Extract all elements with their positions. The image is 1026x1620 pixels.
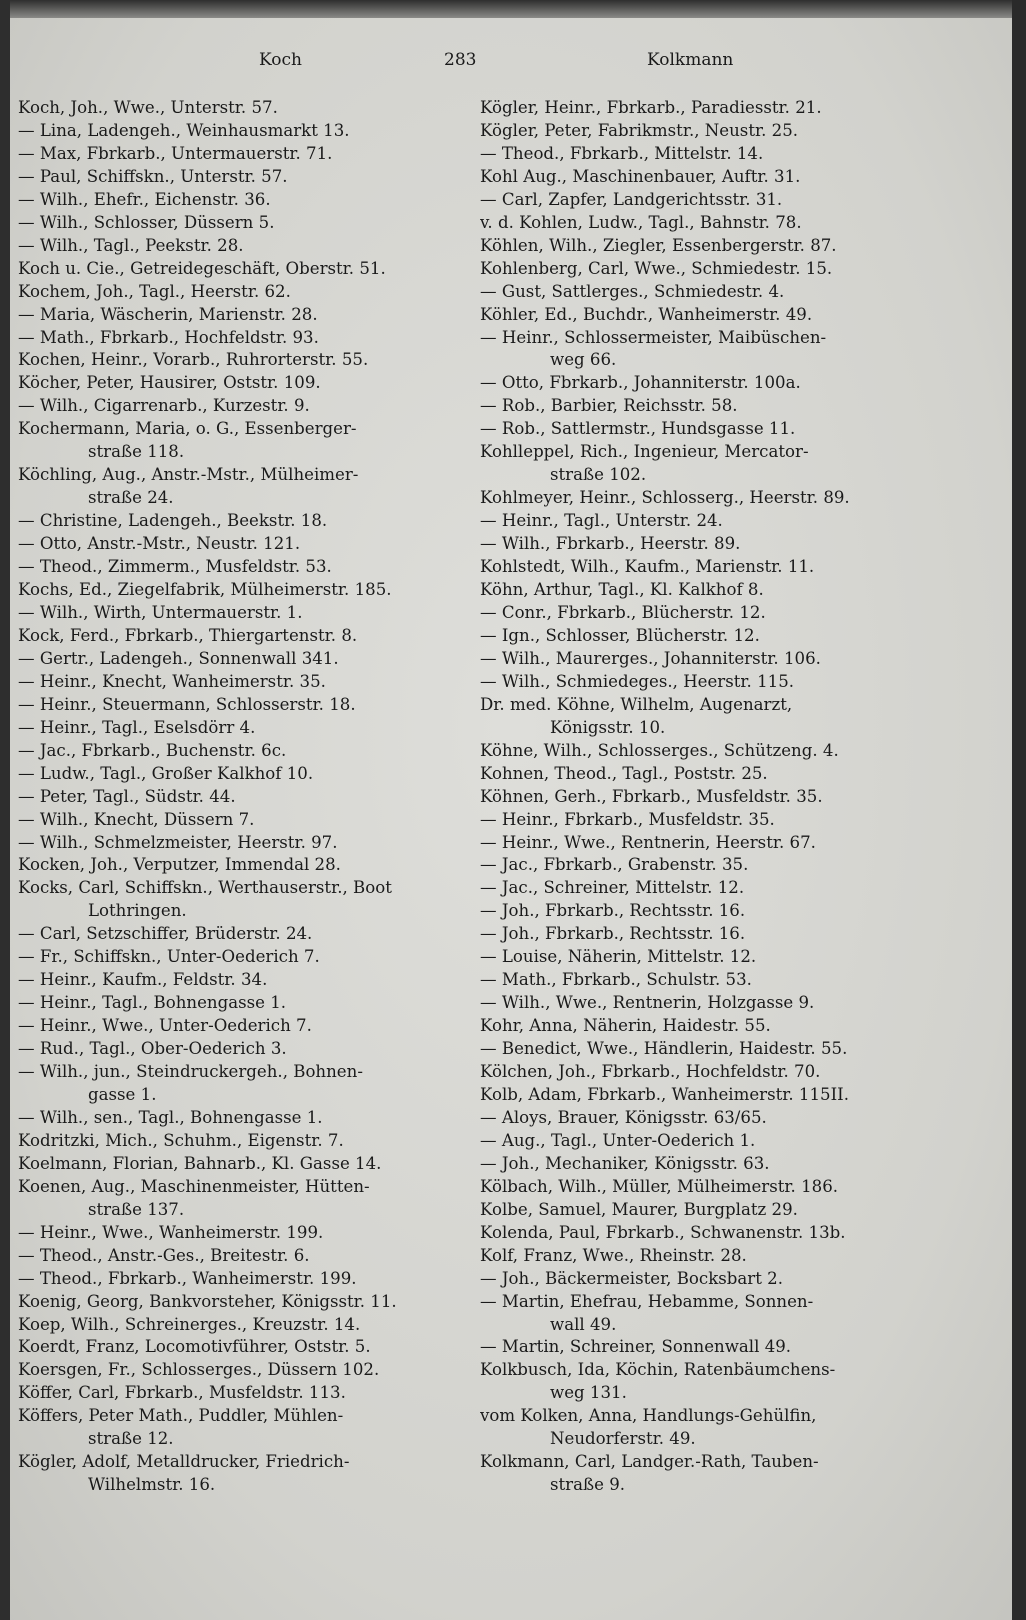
- directory-entry: Kocken, Joh., Verputzer, Immendal 28.: [18, 855, 341, 875]
- directory-entry: Kolbe, Samuel, Maurer, Burgplatz 29.: [480, 1199, 798, 1219]
- directory-entry: — Rob., Barbier, Reichsstr. 58.: [480, 396, 738, 416]
- directory-entry: — Aloys, Brauer, Königsstr. 63/65.: [480, 1107, 767, 1127]
- directory-entry: — Jac., Fbrkarb., Grabenstr. 35.: [480, 855, 749, 875]
- directory-entry: Kohnen, Theod., Tagl., Poststr. 25.: [480, 763, 768, 783]
- running-header: [22, 50, 1002, 80]
- directory-entry: — Aug., Tagl., Unter-Oederich 1.: [480, 1130, 756, 1150]
- directory-entry: — Heinr., Kaufm., Feldstr. 34.: [18, 970, 268, 990]
- directory-entry: — Wilh., Wwe., Rentnerin, Holzgasse 9.: [480, 993, 815, 1013]
- directory-entry: — Joh., Bäckermeister, Bocksbart 2.: [480, 1268, 784, 1288]
- directory-entry: Kolkbusch, Ida, Köchin, Ratenbäumchens-: [480, 1360, 836, 1380]
- directory-entry: Köhn, Arthur, Tagl., Kl. Kalkhof 8.: [480, 580, 764, 600]
- directory-entry: — Joh., Mechaniker, Königsstr. 63.: [480, 1153, 770, 1173]
- directory-entry: — Conr., Fbrkarb., Blücherstr. 12.: [480, 602, 766, 622]
- directory-entry: Kochermann, Maria, o. G., Essenberger-: [18, 419, 357, 439]
- scan-top-edge: [0, 0, 1026, 18]
- header-last-entry: Kolkmann: [647, 50, 734, 70]
- directory-entry: wall 49.: [550, 1314, 617, 1334]
- directory-entry: Koch, Joh., Wwe., Unterstr. 57.: [18, 98, 278, 117]
- directory-entry: Kock, Ferd., Fbrkarb., Thiergartenstr. 8.: [18, 625, 358, 645]
- directory-entry: — Maria, Wäscherin, Marienstr. 28.: [18, 304, 318, 324]
- directory-entry: Kohlenberg, Carl, Wwe., Schmiedestr. 15.: [480, 258, 833, 278]
- directory-entry: — Otto, Anstr.-Mstr., Neustr. 121.: [18, 534, 301, 554]
- directory-entry: — Heinr., Tagl., Eselsdörr 4.: [18, 717, 256, 737]
- directory-entry: Kochem, Joh., Tagl., Heerstr. 62.: [18, 281, 291, 301]
- page-number: 283: [444, 50, 477, 70]
- directory-entry: Koep, Wilh., Schreinerges., Kreuzstr. 14.: [18, 1314, 361, 1334]
- directory-entry: Wilhelmstr. 16.: [88, 1475, 216, 1495]
- directory-entry: Kolenda, Paul, Fbrkarb., Schwanenstr. 13b.: [480, 1222, 846, 1242]
- directory-entry: Koch u. Cie., Getreidegeschäft, Oberstr. 51.: [18, 258, 386, 278]
- directory-entry: Köhne, Wilh., Schlosserges., Schützeng. 4.: [480, 740, 839, 760]
- directory-entry: — Fr., Schiffskn., Unter-Oederich 7.: [18, 947, 320, 967]
- directory-entry: — Heinr., Tagl., Unterstr. 24.: [480, 511, 723, 531]
- directory-entry: — Christine, Ladengeh., Beekstr. 18.: [18, 511, 328, 531]
- directory-entry: — Carl, Setzschiffer, Brüderstr. 24.: [18, 924, 313, 944]
- directory-entry: straße 24.: [88, 488, 174, 508]
- directory-entry: Lothringen.: [88, 901, 187, 921]
- directory-entry: Koenen, Aug., Maschinenmeister, Hütten-: [18, 1176, 370, 1196]
- directory-entry: Köhlen, Wilh., Ziegler, Essenbergerstr. 87.: [480, 235, 837, 255]
- directory-entry: straße 12.: [88, 1429, 174, 1449]
- directory-entry: Dr. med. Köhne, Wilhelm, Augenarzt,: [480, 694, 793, 714]
- directory-entry: Koerdt, Franz, Locomotivführer, Oststr. 5.: [18, 1337, 371, 1357]
- directory-entry: — Heinr., Wwe., Rentnerin, Heerstr. 67.: [480, 832, 816, 852]
- directory-entry: — Martin, Ehefrau, Hebamme, Sonnen-: [480, 1291, 814, 1311]
- directory-entry: straße 118.: [88, 442, 185, 462]
- scan-left-edge: [0, 0, 10, 1620]
- directory-entry: Köhler, Ed., Buchdr., Wanheimerstr. 49.: [480, 304, 813, 324]
- directory-entry: — Gust, Sattlerges., Schmiedestr. 4.: [480, 281, 785, 301]
- directory-entry: — Ign., Schlosser, Blücherstr. 12.: [480, 625, 760, 645]
- directory-entry: Kochen, Heinr., Vorarb., Ruhrorterstr. 55.: [18, 350, 369, 370]
- header-first-entry: Koch: [259, 50, 302, 70]
- directory-entry: v. d. Kohlen, Ludw., Tagl., Bahnstr. 78.: [480, 212, 802, 232]
- directory-entry: — Heinr., Fbrkarb., Musfeldstr. 35.: [480, 809, 775, 829]
- directory-entry: — Heinr., Wwe., Wanheimerstr. 199.: [18, 1222, 324, 1242]
- directory-entry: — Theod., Fbrkarb., Wanheimerstr. 199.: [18, 1268, 357, 1288]
- directory-entry: weg 66.: [550, 350, 617, 370]
- directory-entry: straße 102.: [550, 465, 647, 485]
- directory-entry: Kohl Aug., Maschinenbauer, Auftr. 31.: [480, 166, 801, 186]
- directory-entry: Köchling, Aug., Anstr.-Mstr., Mülheimer-: [18, 465, 359, 485]
- directory-entry: — Wilh., Fbrkarb., Heerstr. 89.: [480, 534, 741, 554]
- directory-entry: Kolb, Adam, Fbrkarb., Wanheimerstr. 115II.: [480, 1084, 849, 1104]
- directory-entry: — Paul, Schiffskn., Unterstr. 57.: [18, 166, 288, 186]
- directory-entry: — Wilh., sen., Tagl., Bohnengasse 1.: [18, 1107, 323, 1127]
- directory-entry: — Theod., Fbrkarb., Mittelstr. 14.: [480, 143, 764, 163]
- directory-entry: Koenig, Georg, Bankvorsteher, Königsstr. 11.: [18, 1291, 397, 1311]
- directory-entry: Kochs, Ed., Ziegelfabrik, Mülheimerstr. 185.: [18, 580, 392, 600]
- directory-entry: — Wilh., Knecht, Düssern 7.: [18, 809, 255, 829]
- directory-entry: Kohr, Anna, Näherin, Haidestr. 55.: [480, 1016, 771, 1036]
- directory-entry: — Rud., Tagl., Ober-Oederich 3.: [18, 1039, 287, 1059]
- directory-entry: — Theod., Zimmerm., Musfeldstr. 53.: [18, 557, 332, 577]
- directory-entry: — Wilh., jun., Steindruckergeh., Bohnen-: [18, 1062, 363, 1082]
- directory-entry: — Joh., Fbrkarb., Rechtsstr. 16.: [480, 901, 746, 921]
- directory-entry: Kolf, Franz, Wwe., Rheinstr. 28.: [480, 1245, 747, 1265]
- directory-entry: Kocks, Carl, Schiffskn., Werthauserstr., Boot: [18, 878, 392, 898]
- directory-entry: — Wilh., Maurerges., Johanniterstr. 106.: [480, 648, 821, 668]
- directory-entry: — Theod., Anstr.-Ges., Breitestr. 6.: [18, 1245, 310, 1265]
- directory-entry: Kögler, Heinr., Fbrkarb., Paradiesstr. 21.: [480, 98, 822, 117]
- directory-entry: — Martin, Schreiner, Sonnenwall 49.: [480, 1337, 792, 1357]
- directory-entry: Kölchen, Joh., Fbrkarb., Hochfeldstr. 70.: [480, 1062, 821, 1082]
- directory-entry: — Peter, Tagl., Südstr. 44.: [18, 786, 236, 806]
- directory-entry: Kohlleppel, Rich., Ingenieur, Mercator-: [480, 442, 809, 462]
- directory-entry: vom Kolken, Anna, Handlungs-Gehülfin,: [480, 1406, 817, 1426]
- directory-entry: — Benedict, Wwe., Händlerin, Haidestr. 55.: [480, 1039, 848, 1059]
- directory-entry: — Joh., Fbrkarb., Rechtsstr. 16.: [480, 924, 746, 944]
- directory-entry: Kölbach, Wilh., Müller, Mülheimerstr. 186.: [480, 1176, 839, 1196]
- directory-entry: — Louise, Näherin, Mittelstr. 12.: [480, 947, 757, 967]
- directory-entry: — Math., Fbrkarb., Schulstr. 53.: [480, 970, 752, 990]
- directory-entry: — Heinr., Steuermann, Schlosserstr. 18.: [18, 694, 356, 714]
- directory-entry: — Gertr., Ladengeh., Sonnenwall 341.: [18, 648, 339, 668]
- scan-right-edge: [1012, 0, 1026, 1620]
- directory-entry: straße 137.: [88, 1199, 185, 1219]
- directory-entry: — Carl, Zapfer, Landgerichtsstr. 31.: [480, 189, 783, 209]
- directory-entry: — Wilh., Cigarrenarb., Kurzestr. 9.: [18, 396, 310, 416]
- directory-entry: straße 9.: [550, 1475, 626, 1495]
- right-column: [480, 97, 955, 1497]
- directory-entry: Kögler, Peter, Fabrikmstr., Neustr. 25.: [480, 120, 799, 140]
- directory-entry: Neudorferstr. 49.: [550, 1429, 696, 1449]
- directory-entry: — Lina, Ladengeh., Weinhausmarkt 13.: [18, 120, 350, 140]
- directory-entry: — Wilh., Tagl., Peekstr. 28.: [18, 235, 244, 255]
- directory-entry: — Rob., Sattlermstr., Hundsgasse 11.: [480, 419, 796, 439]
- directory-entry: Koelmann, Florian, Bahnarb., Kl. Gasse 14.: [18, 1153, 382, 1173]
- directory-entry: — Wilh., Ehefr., Eichenstr. 36.: [18, 189, 271, 209]
- directory-entry: — Wilh., Schlosser, Düssern 5.: [18, 212, 275, 232]
- directory-entry: Koersgen, Fr., Schlosserges., Düssern 102.: [18, 1360, 380, 1380]
- directory-entry: — Heinr., Tagl., Bohnengasse 1.: [18, 993, 287, 1013]
- directory-entry: — Ludw., Tagl., Großer Kalkhof 10.: [18, 763, 314, 783]
- directory-entry: Kodritzki, Mich., Schuhm., Eigenstr. 7.: [18, 1130, 344, 1150]
- directory-entry: Kögler, Adolf, Metalldrucker, Friedrich-: [18, 1452, 350, 1472]
- directory-entry: — Wilh., Schmelzmeister, Heerstr. 97.: [18, 832, 338, 852]
- directory-entry: — Math., Fbrkarb., Hochfeldstr. 93.: [18, 327, 319, 347]
- directory-entry: gasse 1.: [88, 1084, 157, 1104]
- directory-entry: Kohlmeyer, Heinr., Schlosserg., Heerstr. 89.: [480, 488, 850, 508]
- directory-entry: Kolkmann, Carl, Landger.-Rath, Tauben-: [480, 1452, 819, 1472]
- directory-entry: Königsstr. 10.: [550, 717, 666, 737]
- directory-entry: — Jac., Fbrkarb., Buchenstr. 6c.: [18, 740, 287, 760]
- directory-entry: — Wilh., Wirth, Untermauerstr. 1.: [18, 602, 303, 622]
- directory-entry: — Heinr., Schlossermeister, Maibüschen-: [480, 327, 827, 347]
- directory-entry: Köcher, Peter, Hausirer, Oststr. 109.: [18, 373, 321, 393]
- directory-entry: — Max, Fbrkarb., Untermauerstr. 71.: [18, 143, 333, 163]
- directory-entry: weg 131.: [550, 1383, 627, 1403]
- directory-entry: — Otto, Fbrkarb., Johanniterstr. 100a.: [480, 373, 801, 393]
- directory-entry: — Heinr., Wwe., Unter-Oederich 7.: [18, 1016, 312, 1036]
- left-column: [18, 97, 493, 1497]
- directory-entry: Köffers, Peter Math., Puddler, Mühlen-: [18, 1406, 344, 1426]
- directory-entry: — Heinr., Knecht, Wanheimerstr. 35.: [18, 671, 326, 691]
- directory-entry: Köffer, Carl, Fbrkarb., Musfeldstr. 113.: [18, 1383, 346, 1403]
- directory-entry: Kohlstedt, Wilh., Kaufm., Marienstr. 11.: [480, 557, 815, 577]
- directory-entry: — Jac., Schreiner, Mittelstr. 12.: [480, 878, 745, 898]
- directory-entry: Köhnen, Gerh., Fbrkarb., Musfeldstr. 35.: [480, 786, 823, 806]
- directory-entry: — Wilh., Schmiedeges., Heerstr. 115.: [480, 671, 795, 691]
